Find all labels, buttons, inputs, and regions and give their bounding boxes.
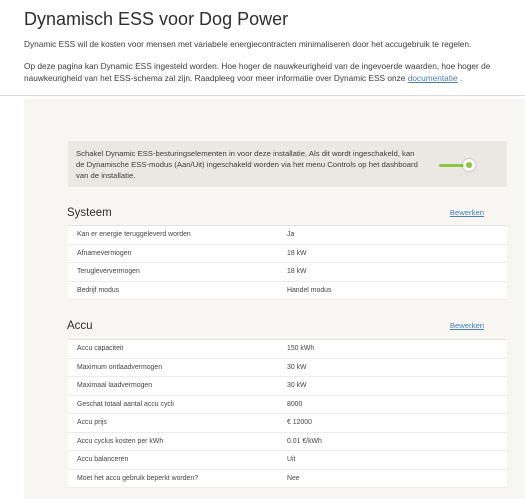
- systeem-table: [68, 225, 507, 300]
- row-value: 8000: [287, 400, 303, 408]
- row-value: 18 kW: [287, 249, 307, 257]
- row-label: Accu cyclus kosten per kWh: [77, 437, 164, 445]
- row-value: Nee: [287, 474, 300, 482]
- table-row: [68, 396, 507, 415]
- accu-edit-link[interactable]: Bewerken: [449, 321, 484, 330]
- intro-paragraph-1: Dynamic ESS wil de kosten voor mensen met variabele energiecontracten minimaliseren door het accugebruik te regelen.: [24, 39, 472, 49]
- table-row: [68, 245, 507, 264]
- dynamic-ess-switch[interactable]: [437, 159, 477, 173]
- row-label: Geschat totaal aantal accu cycli: [77, 400, 174, 408]
- table-row: [68, 433, 507, 452]
- settings-panel: [24, 99, 525, 499]
- row-label: Accu prijs: [77, 419, 107, 427]
- row-value: € 12000: [287, 419, 312, 427]
- table-row: [68, 226, 507, 245]
- intro-paragraph-2-end: .: [457, 73, 463, 83]
- table-row: [68, 340, 507, 359]
- dynamic-ess-toggle-box: [68, 141, 507, 187]
- section-title-systeem: Systeem: [67, 207, 112, 219]
- toggle-description: Schakel Dynamic ESS-besturingselementen in voor deze installatie. Als dit wordt ingeschakeld, kan de Dynamische ESS-modus (Aan/Uit) ingeschakeld worden via het menu Controls op het dashboard van de installatie.: [76, 149, 418, 180]
- row-value: 150 kWh: [287, 345, 315, 353]
- intro-paragraph-2-text: Op deze pagina kan Dynamic ESS ingesteld worden. Hoe hoger de nauwkeurigheid van de ingevoerde waarden, hoe hoger de nauwkeurigheid van het ESS-schema zal zijn. Raadpleeg voor meer informatie over Dynamic ESS onze: [24, 61, 491, 83]
- row-value: 30 kW: [287, 382, 307, 390]
- accu-table: [68, 339, 507, 488]
- section-title-accu: Accu: [67, 320, 93, 332]
- switch-knob: [463, 159, 475, 171]
- row-label: Kan er energie teruggeleverd worden: [77, 231, 191, 239]
- systeem-edit-link[interactable]: Bewerken: [449, 208, 484, 217]
- table-row: [68, 470, 507, 489]
- row-value: Ja: [287, 231, 295, 239]
- row-label: Terugleververmogen: [77, 268, 140, 276]
- table-row: [68, 414, 507, 433]
- row-label: Afnamevermogen: [77, 249, 132, 257]
- table-row: [68, 263, 507, 282]
- row-label: Moet het accu gebruik beperkt worden?: [77, 474, 199, 482]
- page-title: Dynamisch ESS voor Dog Power: [24, 9, 289, 29]
- table-row: [68, 359, 507, 378]
- table-row: [68, 282, 507, 301]
- row-label: Accu balanceren: [77, 456, 129, 464]
- row-label: Maximaal laadvermogen: [77, 382, 153, 390]
- intro: [24, 38, 520, 84]
- row-label: Bedrijf modus: [77, 286, 120, 294]
- row-label: Accu capaciteit: [77, 345, 124, 353]
- header-divider: [0, 95, 525, 96]
- row-label: Maximum ontlaadvermogen: [77, 363, 163, 371]
- intro-paragraph-2: [24, 60, 520, 84]
- row-value: 30 kW: [287, 363, 307, 371]
- documentation-link[interactable]: documentatie: [407, 73, 458, 83]
- row-value: 0.01 €/kWh: [287, 437, 322, 445]
- row-value: Handel modus: [287, 286, 332, 294]
- row-value: Uit: [287, 456, 296, 464]
- table-row: [68, 451, 507, 470]
- table-row: [68, 377, 507, 396]
- row-value: 18 kW: [287, 268, 307, 276]
